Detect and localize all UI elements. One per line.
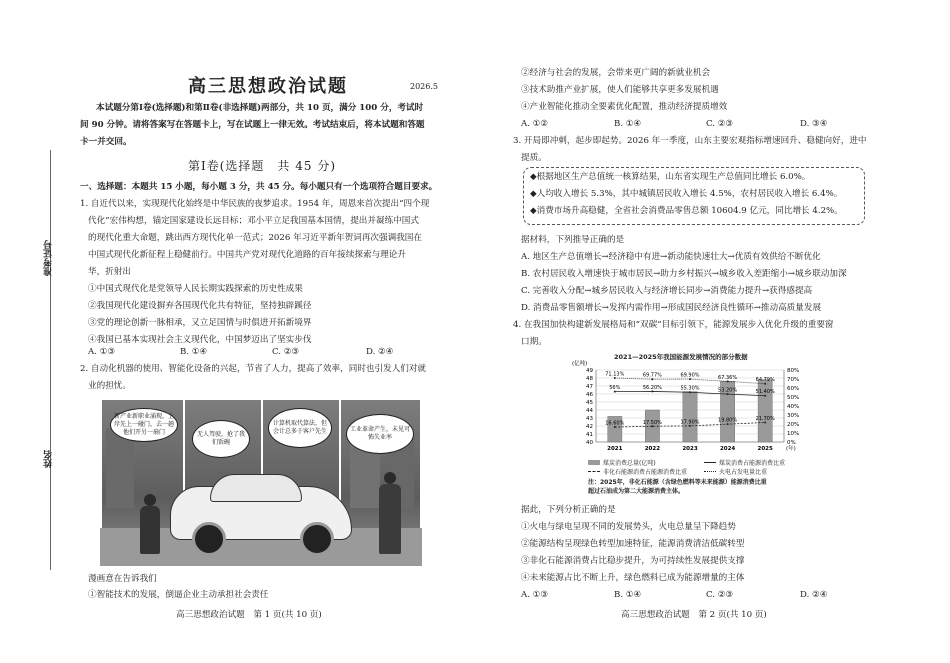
q1-line: 中国式现代化新征程上稳健前行。中国共产党对现代化道路的百年接续探索与理论升	[88, 250, 406, 260]
q1-option: ③党的理论创新一脉相承，又立足国情与时俱进开拓新境界	[88, 318, 312, 328]
y-tick-label: 47	[586, 384, 593, 390]
legend-item	[588, 467, 687, 476]
y2-tick-label: 70%	[787, 377, 800, 383]
data-box-line: ◆消费市场升高稳健，全省社会消费品零售总额 10604.9 亿元，同比增长 4.2%。	[530, 206, 843, 216]
legend-label: 煤炭消费占能源消费比重	[719, 460, 786, 467]
person-head	[384, 472, 396, 484]
energy-chart	[570, 358, 830, 462]
q2-option: ②经济与社会的发展，会带来更广阔的新就业机会	[521, 68, 711, 78]
q2-line: 2. 自动化机器的使用、智能化设备的兴起，节省了人力，提高了效率，同时也引发人们对就	[80, 364, 427, 374]
data-label: 64.79%	[755, 377, 775, 384]
q3-option-c: C. 完善收入分配→城乡居民收入与经济增长同步→消费能力提升→获得感提高	[521, 286, 813, 296]
y-tick-label: 45	[586, 400, 593, 406]
data-label: 56%	[609, 385, 621, 392]
y-tick-label: 44	[586, 408, 593, 414]
q4-line: 4. 在我国加快构建新发展格局和“双碳”目标引领下，能源发展步入优化升级的重要窗	[513, 320, 834, 330]
y2-tick-label: 80%	[787, 368, 800, 374]
data-label: 71.13%	[605, 371, 625, 378]
q3-stem: 据材料，下列推导正确的是	[521, 235, 625, 245]
q3-line: 3. 开局即冲刺，起步即起势。2026 年一季度，山东主要宏观指标增速回升、稳健向好，进中	[513, 136, 867, 146]
data-label: 67.36%	[718, 374, 738, 381]
bar	[683, 392, 697, 442]
legend-label: 非化石能源消费占能源消费比重	[603, 469, 688, 476]
legend-label: 煤炭消费总量(亿吨)	[603, 460, 656, 467]
q2-caption: 漫画意在告诉我们	[88, 574, 157, 584]
data-label: 53.20%	[718, 387, 738, 394]
q1-option: ②我国现代化建设摒弃各国现代化共有特征，坚持独辟蹊径	[88, 301, 312, 311]
data-label: 69.90%	[680, 372, 700, 379]
q1-choice-b: B. ①④	[180, 347, 208, 357]
q4-choice-d: D. ②④	[800, 590, 828, 600]
q2-choice-b: B. ①④	[614, 119, 642, 129]
y2-tick-label: 0%	[787, 440, 796, 446]
legend-swatch	[704, 462, 716, 463]
data-box-line: ◆人均收入增长 5.3%，其中城镇居民收入增长 4.5%，农村居民收入增长 6.4%。	[530, 189, 843, 199]
x-axis-unit: (年)	[786, 446, 796, 452]
q1-line: 1. 自近代以来，实现现代化始终是中华民族的夜梦追求。1954 年，周恩来首次提出“四个现	[80, 199, 430, 209]
y2-tick-label: 60%	[787, 386, 800, 392]
data-label: 51.40%	[755, 389, 775, 396]
q4-option: ①火电与绿电呈现不同的发展势头，火电总量呈下降趋势	[521, 522, 736, 532]
y-tick-label: 46	[586, 392, 593, 398]
y2-tick-label: 50%	[787, 395, 800, 401]
q2-option: ④产业智能化推动全要素优化配置，推动经济提质增效	[521, 102, 728, 112]
q1-choice-d: D. ②④	[366, 347, 394, 357]
q1-choice-c: C. ②③	[272, 347, 300, 357]
q1-choice-a: A. ①③	[88, 347, 116, 357]
comic-illustration	[100, 398, 422, 566]
q2-continued	[513, 66, 727, 114]
q1-line: 华，折射出	[88, 267, 131, 277]
q4-option: ④未来能源占比不断上升，绿色燃料已成为能源增量的主体	[521, 573, 745, 583]
q4-choice-c: C. ②③	[706, 590, 734, 600]
data-label: 17.50%	[642, 419, 662, 426]
person-icon	[140, 506, 160, 554]
x-tick-label: 2024	[719, 446, 736, 452]
footer-left: 高三思想政治试题 第 1 页(共 10 页)	[176, 610, 322, 620]
y-tick-label: 41	[586, 432, 593, 438]
y-tick-label: 49	[586, 368, 593, 374]
y-tick-label: 40	[586, 440, 593, 446]
x-tick-label: 2025	[757, 446, 773, 452]
data-label: 16.60%	[605, 420, 625, 427]
y2-tick-label: 30%	[787, 413, 800, 419]
y-axis-unit: (亿吨)	[572, 361, 588, 367]
person-head	[144, 494, 156, 506]
section-title: 第Ⅰ卷(选择题 共 45 分)	[188, 159, 337, 173]
section-intro: 一、选择题：本题共 15 小题，每小题 3 分，共 45 分。每小题只有一个选项符合题目要求。	[80, 182, 438, 192]
x-tick-label: 2021	[607, 446, 623, 452]
y-tick-label: 48	[586, 376, 593, 382]
data-label: 55.30%	[680, 385, 700, 392]
q1-option: ④我国已基本实现社会主义现代化，中国梦迈出了坚实步伐	[88, 335, 312, 345]
exam-date: 2026.5	[410, 82, 438, 91]
wheel-icon	[192, 522, 226, 556]
q4-choice-a: A. ①③	[521, 590, 549, 600]
q4-option: ②能源结构呈现绿色转型加速特征，能源消费清洁低碳转型	[521, 539, 745, 549]
wheel-icon	[300, 522, 334, 556]
legend-swatch	[704, 471, 716, 472]
x-tick-label: 2023	[682, 446, 698, 452]
data-label: 56.20%	[642, 384, 662, 391]
q4-line: 口期。	[521, 337, 547, 347]
q1-line: 的现代化重大命题，跳出西方现代化单一范式；2026 年习近平新年贺词再次强调我国在	[88, 233, 422, 243]
chart-note: 注：2025年，非化石能源（含绿色燃料等未来能源）能源消费比重	[588, 479, 767, 486]
chart-note: 超过石油成为第二大能源消费主体。	[588, 488, 685, 495]
car-roof	[210, 474, 302, 502]
q1-line: 代化”宏伟构想，锚定国家建设长远目标；邓小平立足我国基本国情，提出并凝练中国式	[88, 216, 419, 226]
instructions-line-1: 本试题分第Ⅰ卷(选择题)和第Ⅱ卷(非选择题)两部分，共 10 页，满分 100 分，考试时	[96, 103, 424, 113]
data-label: 21.70%	[755, 415, 775, 422]
name-label: 姓名	[44, 450, 54, 468]
y-tick-label: 43	[586, 416, 593, 422]
data-label: 69.77%	[642, 372, 662, 379]
binding-line	[50, 150, 51, 570]
question-1	[80, 197, 429, 347]
q2-line: 业的担忧。	[88, 381, 131, 391]
instructions-line-3: 卡一并交回。	[80, 137, 132, 147]
q3-option-d: D. 消费品零售额增长→发挥内需作用→形成国民经济良性循环→推动高质量发展	[521, 303, 822, 313]
speech-bubble: 新产业新职业涌现，上岸先上一碰门，去一趟他们开另一扇门	[110, 408, 178, 442]
data-label: 19.80%	[718, 417, 738, 424]
q2-option: ①智能技术的发展，倒逼企业主动承担社会责任	[88, 590, 269, 600]
x-tick-label: 2022	[644, 446, 661, 452]
instructions-line-2: 间 90 分钟。请将答案写在答题卡上，写在试题上一律无效。考试结束后，将本试题和答题	[80, 120, 425, 130]
q3-line: 提质。	[521, 153, 547, 163]
q3-option-a: A. 地区生产总值增长→经济稳中有进→新动能快速壮大→优质有效供给不断优化	[521, 252, 821, 262]
legend-swatch	[588, 460, 600, 465]
page-title: 高三思想政治试题	[188, 76, 348, 97]
data-label: 17.90%	[680, 419, 700, 426]
y2-tick-label: 10%	[787, 431, 800, 437]
q3-option-b: B. 农村居民收入增速快于城市居民→助力乡村振兴→城乡收入差距缩小→城乡联动加深	[521, 269, 847, 279]
q1-option: ①中国式现代化是党领导人民长期实践探索的历史性成果	[88, 284, 303, 294]
speech-bubble: 工业革命产生，未见可怖失业率	[346, 414, 414, 454]
legend-item	[588, 458, 656, 467]
q4-option: ③非化石能源消费占比稳步提升，为可持续性发展提供支撑	[521, 556, 745, 566]
legend-swatch	[588, 471, 600, 472]
y2-tick-label: 20%	[787, 422, 800, 428]
q4-stem: 据此，下列分析正确的是	[521, 505, 616, 515]
y-tick-label: 42	[586, 424, 593, 430]
footer-right: 高三思想政治试题 第 2 页(共 10 页)	[621, 610, 767, 620]
q4-choice-b: B. ①④	[614, 590, 642, 600]
speech-bubble: 计算机取代算法，但会计总多于客户先生	[268, 408, 332, 448]
legend-item	[704, 458, 785, 467]
speech-bubble: 无人驾驶，抢了我们饭碗	[192, 420, 250, 458]
legend-item	[704, 467, 767, 476]
person-icon	[379, 484, 401, 554]
exam-number-label: 准考证号	[44, 240, 54, 276]
legend-label: 火电占发电量比重	[719, 469, 768, 476]
data-box-line: ◆根据地区生产总值统一核算结果，山东省实现生产总值同比增长 6.0%。	[530, 172, 811, 182]
y2-tick-label: 40%	[787, 404, 800, 410]
q2-choice-d: D. ③④	[800, 119, 828, 129]
q2-choice-a: A. ①②	[521, 119, 549, 129]
chart-title: 2021—2025年我国能源发展情况的部分数据	[614, 353, 748, 361]
q2-choice-c: C. ②③	[706, 119, 734, 129]
q2-option: ③技术助推产业扩展，使人们能够共享更多发展机遇	[521, 85, 719, 95]
